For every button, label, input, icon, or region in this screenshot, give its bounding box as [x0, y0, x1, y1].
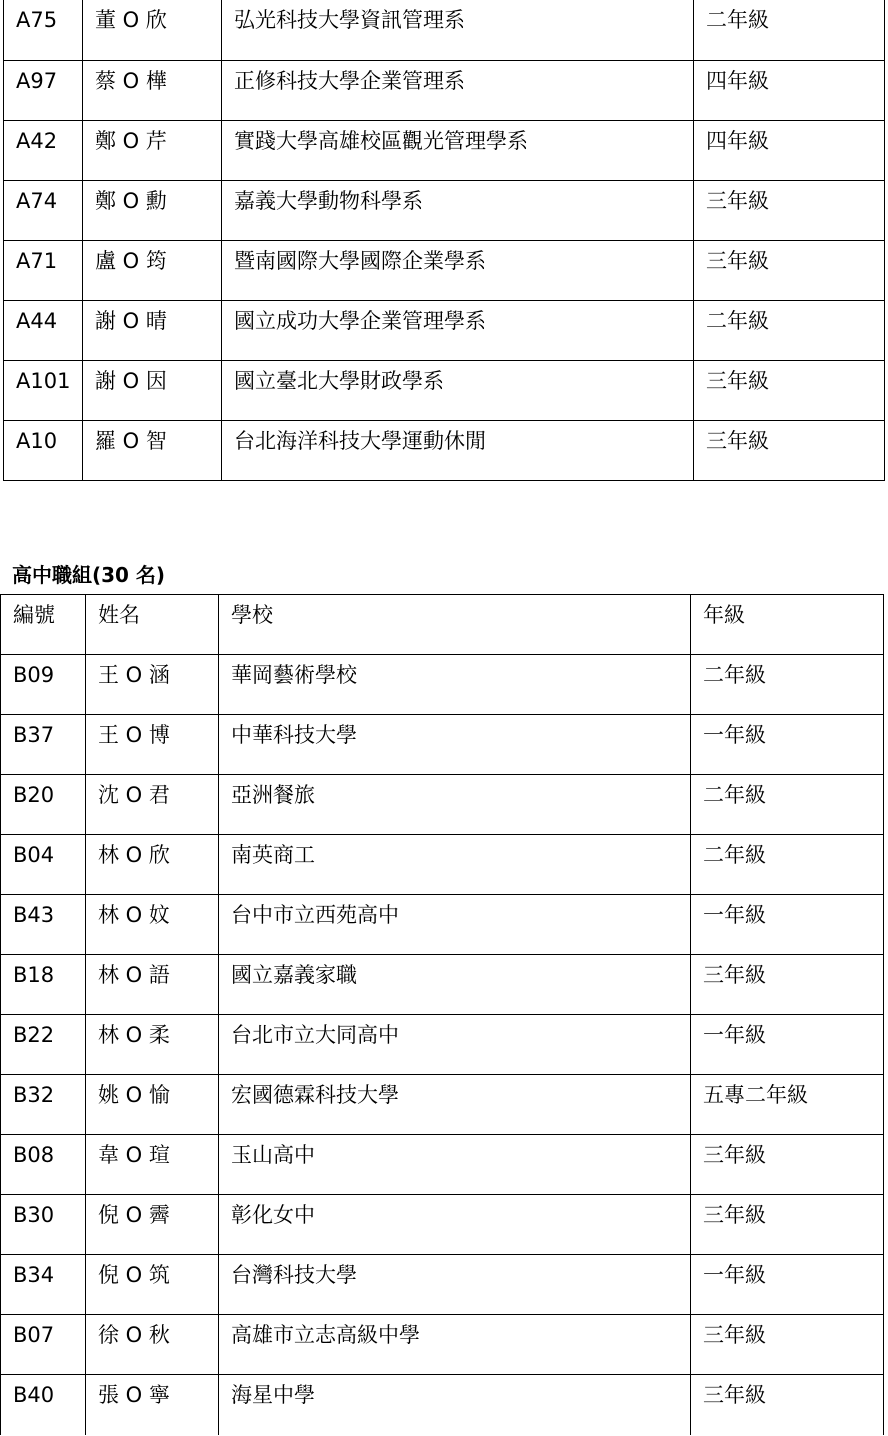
- header-row: [1, 595, 884, 655]
- cell-grade: 一年級: [691, 1255, 884, 1315]
- cell-name: 徐 O 秋: [86, 1315, 219, 1375]
- cell-id: B08: [1, 1135, 86, 1195]
- table-row: [4, 180, 885, 240]
- table-row: [1, 895, 884, 955]
- cell-school: 國立成功大學企業管理學系: [222, 300, 694, 360]
- table-row: [4, 60, 885, 120]
- cell-grade: 二年級: [691, 655, 884, 715]
- table-row: [4, 360, 885, 420]
- cell-grade: 三年級: [694, 420, 885, 480]
- cell-name: 倪 O 霽: [86, 1195, 219, 1255]
- cell-id: A42: [4, 120, 83, 180]
- cell-name: 王 O 涵: [86, 655, 219, 715]
- header-name: 姓名: [86, 595, 219, 655]
- cell-id: B07: [1, 1315, 86, 1375]
- table-row: [1, 955, 884, 1015]
- cell-school: 正修科技大學企業管理系: [222, 60, 694, 120]
- cell-id: B40: [1, 1375, 86, 1435]
- cell-name: 林 O 欣: [86, 835, 219, 895]
- cell-grade: 三年級: [694, 240, 885, 300]
- cell-school: 弘光科技大學資訊管理系: [222, 0, 694, 60]
- cell-school: 國立嘉義家職: [219, 955, 691, 1015]
- cell-id: B32: [1, 1075, 86, 1135]
- cell-school: 高雄市立志高級中學: [219, 1315, 691, 1375]
- cell-name: 王 O 博: [86, 715, 219, 775]
- table-row: [1, 655, 884, 715]
- cell-grade: 一年級: [691, 895, 884, 955]
- cell-grade: 三年級: [691, 1135, 884, 1195]
- cell-name: 沈 O 君: [86, 775, 219, 835]
- cell-id: A74: [4, 180, 83, 240]
- cell-school: 華岡藝術學校: [219, 655, 691, 715]
- cell-grade: 三年級: [694, 360, 885, 420]
- cell-id: B30: [1, 1195, 86, 1255]
- cell-school: 南英商工: [219, 835, 691, 895]
- cell-grade: 三年級: [691, 1195, 884, 1255]
- cell-school: 中華科技大學: [219, 715, 691, 775]
- cell-school: 實踐大學高雄校區觀光管理學系: [222, 120, 694, 180]
- section-title: 高中職組(30 名): [12, 563, 166, 587]
- university-results-table: [3, 0, 885, 481]
- cell-id: B34: [1, 1255, 86, 1315]
- header-school: 學校: [219, 595, 691, 655]
- cell-school: 彰化女中: [219, 1195, 691, 1255]
- cell-grade: 二年級: [694, 300, 885, 360]
- cell-grade: 三年級: [691, 1375, 884, 1435]
- cell-id: A101: [4, 360, 83, 420]
- cell-grade: 五專二年級: [691, 1075, 884, 1135]
- table-row: [1, 1195, 884, 1255]
- table-row: [1, 775, 884, 835]
- cell-school: 暨南國際大學國際企業學系: [222, 240, 694, 300]
- table-row: [4, 120, 885, 180]
- cell-id: B18: [1, 955, 86, 1015]
- cell-name: 鄭 O 勳: [83, 180, 222, 240]
- cell-grade: 三年級: [694, 180, 885, 240]
- cell-grade: 四年級: [694, 60, 885, 120]
- cell-id: B09: [1, 655, 86, 715]
- cell-id: B37: [1, 715, 86, 775]
- cell-name: 董 O 欣: [83, 0, 222, 60]
- cell-grade: 二年級: [691, 775, 884, 835]
- table-row: [4, 0, 885, 60]
- cell-id: B20: [1, 775, 86, 835]
- cell-name: 姚 O 愉: [86, 1075, 219, 1135]
- cell-name: 林 O 妏: [86, 895, 219, 955]
- highschool-results-header: [1, 595, 884, 655]
- header-grade: 年級: [691, 595, 884, 655]
- cell-school: 台北海洋科技大學運動休閒: [222, 420, 694, 480]
- highschool-results-table: [0, 594, 884, 1435]
- header-id: 編號: [1, 595, 86, 655]
- cell-name: 蔡 O 樺: [83, 60, 222, 120]
- cell-school: 海星中學: [219, 1375, 691, 1435]
- cell-id: A44: [4, 300, 83, 360]
- cell-grade: 四年級: [694, 120, 885, 180]
- cell-school: 台中市立西苑高中: [219, 895, 691, 955]
- cell-name: 林 O 柔: [86, 1015, 219, 1075]
- table-row: [4, 240, 885, 300]
- cell-grade: 一年級: [691, 1015, 884, 1075]
- cell-name: 鄭 O 芹: [83, 120, 222, 180]
- table-row: [1, 1255, 884, 1315]
- highschool-results-body: [1, 655, 884, 1435]
- cell-school: 國立臺北大學財政學系: [222, 360, 694, 420]
- table-row: [1, 1315, 884, 1375]
- cell-id: A10: [4, 420, 83, 480]
- cell-id: B43: [1, 895, 86, 955]
- table-row: [1, 835, 884, 895]
- cell-school: 宏國德霖科技大學: [219, 1075, 691, 1135]
- cell-grade: 一年級: [691, 715, 884, 775]
- cell-grade: 三年級: [691, 1315, 884, 1375]
- cell-grade: 二年級: [691, 835, 884, 895]
- cell-school: 嘉義大學動物科學系: [222, 180, 694, 240]
- table-row: [1, 715, 884, 775]
- cell-id: B04: [1, 835, 86, 895]
- cell-id: B22: [1, 1015, 86, 1075]
- cell-school: 亞洲餐旅: [219, 775, 691, 835]
- cell-name: 謝 O 晴: [83, 300, 222, 360]
- cell-school: 台灣科技大學: [219, 1255, 691, 1315]
- table-row: [4, 300, 885, 360]
- cell-name: 倪 O 筑: [86, 1255, 219, 1315]
- cell-school: 玉山高中: [219, 1135, 691, 1195]
- cell-name: 林 O 語: [86, 955, 219, 1015]
- cell-id: A97: [4, 60, 83, 120]
- cell-grade: 三年級: [691, 955, 884, 1015]
- cell-name: 韋 O 瑄: [86, 1135, 219, 1195]
- cell-school: 台北市立大同高中: [219, 1015, 691, 1075]
- cell-name: 張 O 寧: [86, 1375, 219, 1435]
- table-row: [1, 1375, 884, 1435]
- cell-id: A75: [4, 0, 83, 60]
- table-row: [1, 1015, 884, 1075]
- table-row: [1, 1135, 884, 1195]
- cell-name: 謝 O 因: [83, 360, 222, 420]
- cell-name: 羅 O 智: [83, 420, 222, 480]
- table-row: [4, 420, 885, 480]
- cell-grade: 二年級: [694, 0, 885, 60]
- cell-id: A71: [4, 240, 83, 300]
- university-results-body: [4, 0, 885, 480]
- table-row: [1, 1075, 884, 1135]
- cell-name: 盧 O 筠: [83, 240, 222, 300]
